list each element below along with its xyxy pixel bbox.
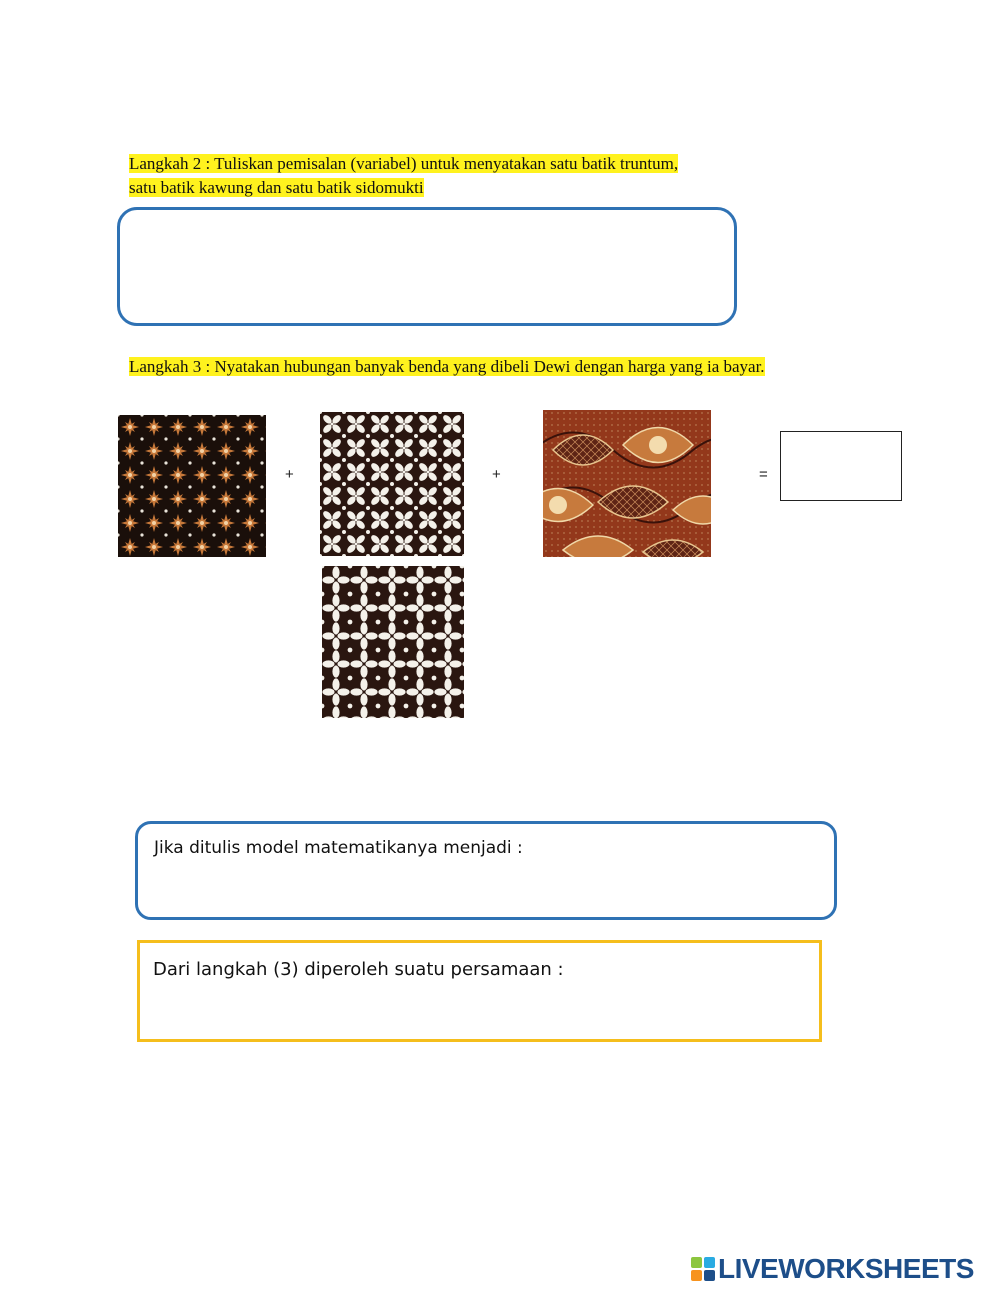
plus-sign-2: +	[492, 466, 501, 483]
math-model-label: Jika ditulis model matematikanya menjadi :	[154, 838, 523, 858]
price-answer-box[interactable]	[780, 431, 902, 501]
liveworksheets-logo-text: LIVEWORKSHEETS	[718, 1253, 974, 1284]
step-2-line-2: satu batik kawung dan satu batik sidomukti	[129, 178, 424, 197]
math-model-box[interactable]	[135, 821, 837, 920]
step-3-instruction	[129, 355, 765, 379]
batik-kawung-image-2	[322, 566, 464, 718]
equals-sign: =	[759, 466, 768, 483]
equation-answer-box[interactable]	[137, 940, 822, 1042]
liveworksheets-logo-icon	[691, 1257, 715, 1281]
step-2-answer-box[interactable]	[117, 207, 737, 326]
batik-sidomukti-image	[543, 410, 711, 557]
batik-kawung-image-1	[320, 412, 464, 556]
equation-label: Dari langkah (3) diperoleh suatu persamaan :	[153, 959, 564, 980]
liveworksheets-logo	[691, 1254, 974, 1284]
step-2-line-1: Langkah 2 : Tuliskan pemisalan (variabel) untuk menyatakan satu batik truntum,	[129, 154, 679, 173]
step-2-instruction	[129, 152, 678, 200]
batik-truntum-image	[118, 415, 266, 557]
plus-sign-1: +	[285, 466, 294, 483]
step-3-text: Langkah 3 : Nyatakan hubungan banyak benda yang dibeli Dewi dengan harga yang ia bayar.	[129, 357, 765, 376]
